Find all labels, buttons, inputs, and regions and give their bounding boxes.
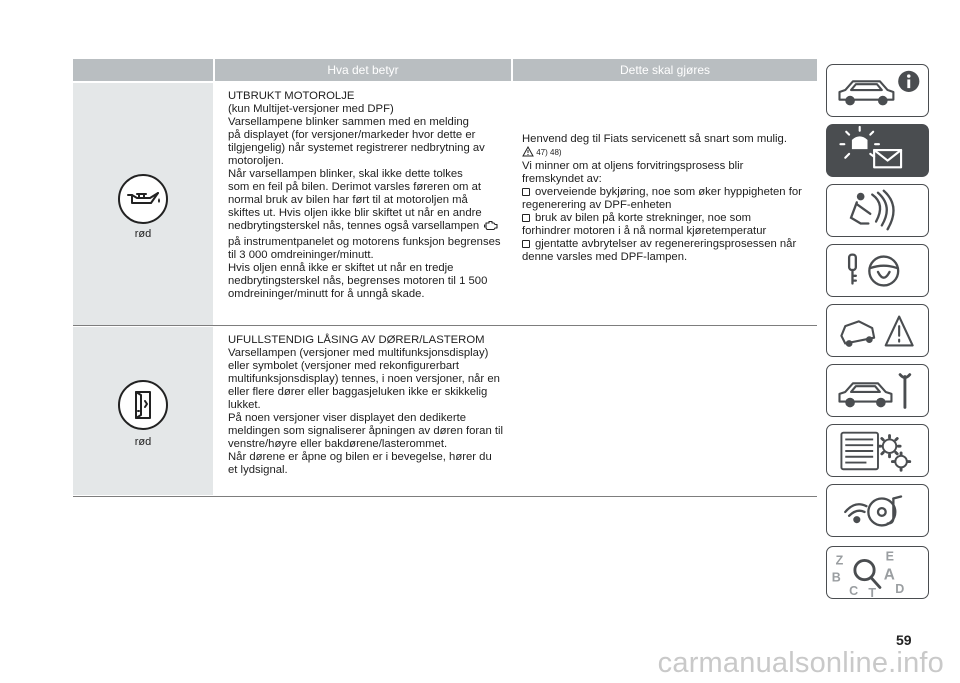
tab-car-service[interactable] (826, 364, 929, 417)
text-line: normal bruk av bilen har ført til at motoroljen må (228, 194, 468, 207)
text-line: skiftes ut. Hvis oljen ikke blir skiftet ut når en andre (228, 207, 482, 220)
emergency-icon (827, 305, 928, 356)
tab-key-steering[interactable] (826, 244, 929, 297)
tab-technical-data[interactable] (826, 424, 929, 477)
tab-emergency[interactable] (826, 304, 929, 357)
text-line: motoroljen. (228, 155, 284, 168)
index-icon (827, 547, 928, 598)
meaning-text-doors (228, 334, 503, 478)
text-line: nedbrytingsterskel nås, begrenses motoren til 1 500 (228, 274, 488, 287)
header-cell-icon (73, 59, 213, 81)
index-letter: B (831, 570, 841, 585)
car-info-icon (827, 65, 928, 116)
tab-seat-airbag[interactable] (826, 184, 929, 237)
meaning-text-oil (228, 90, 501, 301)
icon-cell-doors (73, 327, 213, 495)
text-line: Vi minner om at oljens forvitringsprosess blir (522, 160, 744, 173)
bullet-item: gjentatte avbrytelser av regenereringsprosessen når (522, 238, 802, 251)
tab-multimedia[interactable] (826, 484, 929, 537)
text-line: forhindrer motoren i å nå normal kjøretemperatur (522, 225, 767, 238)
text-line: multifunksjonsdisplay) tennes, i noen versjoner, når en (228, 373, 500, 386)
text-line: fremskyndet av: (522, 173, 602, 186)
text-line: til 3 000 omdreininger/minutt. (228, 248, 374, 261)
oil-can-icon (117, 173, 169, 225)
table-bottom-border (73, 496, 817, 497)
index-letter: D (895, 582, 905, 597)
index-letter: Z (835, 553, 844, 568)
checkbox-bullet-icon (522, 240, 530, 248)
header-cell-meaning: Hva det betyr (215, 59, 511, 81)
text-line: Varsellampene blinker sammen med en melding (228, 116, 469, 129)
text-line: som en feil på bilen. Derimot varsles føreren om at (228, 181, 482, 194)
text-line: tilgjengelig) når systemet registrerer nedbrytning av (228, 142, 485, 155)
index-letter: E (885, 549, 895, 564)
watermark: carmanualsonline.info (657, 647, 944, 679)
action-intro: Henvend deg til Fiats servicenett så snart som mulig. (522, 133, 787, 145)
text-line: På noen versjoner viser displayet den dedikerte (228, 412, 467, 425)
text-line: eller flere dører eller baggasjeluken ikke er skikkelig (228, 386, 488, 399)
multimedia-icon (827, 485, 928, 536)
car-service-icon (827, 365, 928, 416)
text-line: UTBRUKT MOTOROLJE (228, 90, 355, 102)
warning-triangle-icon (522, 146, 534, 157)
bullet-item: bruk av bilen på korte strekninger, noe som (522, 212, 802, 225)
text-line: nedbrytingsterskel nås, tennes også varsellampen (228, 220, 480, 233)
warning-lights-icon (827, 125, 928, 176)
text-line: meldingen som signaliserer åpningen av døren foran til (228, 425, 504, 438)
note-references (522, 146, 802, 160)
engine-warning-icon (484, 220, 498, 235)
text-line: Varsellampen (versjoner med multifunksjonsdisplay) (228, 347, 489, 360)
text-line: på displayet (for versjoner/markeder hvor dette er (228, 129, 476, 142)
text-line: regenerering av DPF-enheten (522, 199, 672, 212)
text-line: omdreininger/minutt for å unngå skade. (228, 287, 425, 300)
action-text-oil (522, 133, 802, 264)
text-line: et lydsignal. (228, 464, 288, 477)
magnifier-icon (855, 560, 880, 587)
text-line: Når varsellampen blinker, skal ikke dette tolkes (228, 168, 463, 181)
seat-airbag-icon (827, 185, 928, 236)
icon-cell-oil (73, 83, 213, 325)
icon-color-label: rød (134, 436, 152, 448)
text-line: UFULLSTENDIG LÅSING AV DØRER/LASTEROM (228, 334, 485, 346)
index-letter: T (868, 586, 876, 598)
row-divider (73, 325, 817, 326)
index-letter: C (849, 584, 859, 598)
index-letter: A (883, 566, 895, 584)
page-number: 59 (896, 632, 912, 648)
text-line: lukket. (228, 399, 261, 412)
text-line: på instrumentpanelet og motorens funksjon begrenses (228, 235, 501, 248)
text-line: Hvis oljen ennå ikke er skiftet ut når en tredje (228, 261, 454, 274)
bullet-item: overveiende bykjøring, noe som øker hyppigheten for (522, 186, 802, 199)
text-line-with-icon (228, 220, 501, 235)
text-line: venstre/høyre eller bakdørene/lasterommet. (228, 438, 448, 451)
text-line: denne varsles med DPF-lampen. (522, 251, 688, 264)
tab-index[interactable] (826, 546, 929, 599)
tab-warning-lights[interactable] (826, 124, 929, 177)
text-line: (kun Multijet-versjoner med DPF) (228, 103, 394, 116)
header-cell-action: Dette skal gjøres (513, 59, 817, 81)
key-steering-icon (827, 245, 928, 296)
checkbox-bullet-icon (522, 188, 530, 196)
technical-data-icon (827, 425, 928, 476)
door-open-icon (117, 379, 169, 431)
checkbox-bullet-icon (522, 214, 530, 222)
tab-car-info[interactable] (826, 64, 929, 117)
note-numbers: 47) 48) (536, 148, 562, 158)
text-line: eller symbolet (versjoner med rekonfigurerbart (228, 360, 460, 373)
icon-color-label: rød (134, 228, 152, 240)
text-line: Når dørene er åpne og bilen er i bevegelse, hører du (228, 451, 492, 464)
